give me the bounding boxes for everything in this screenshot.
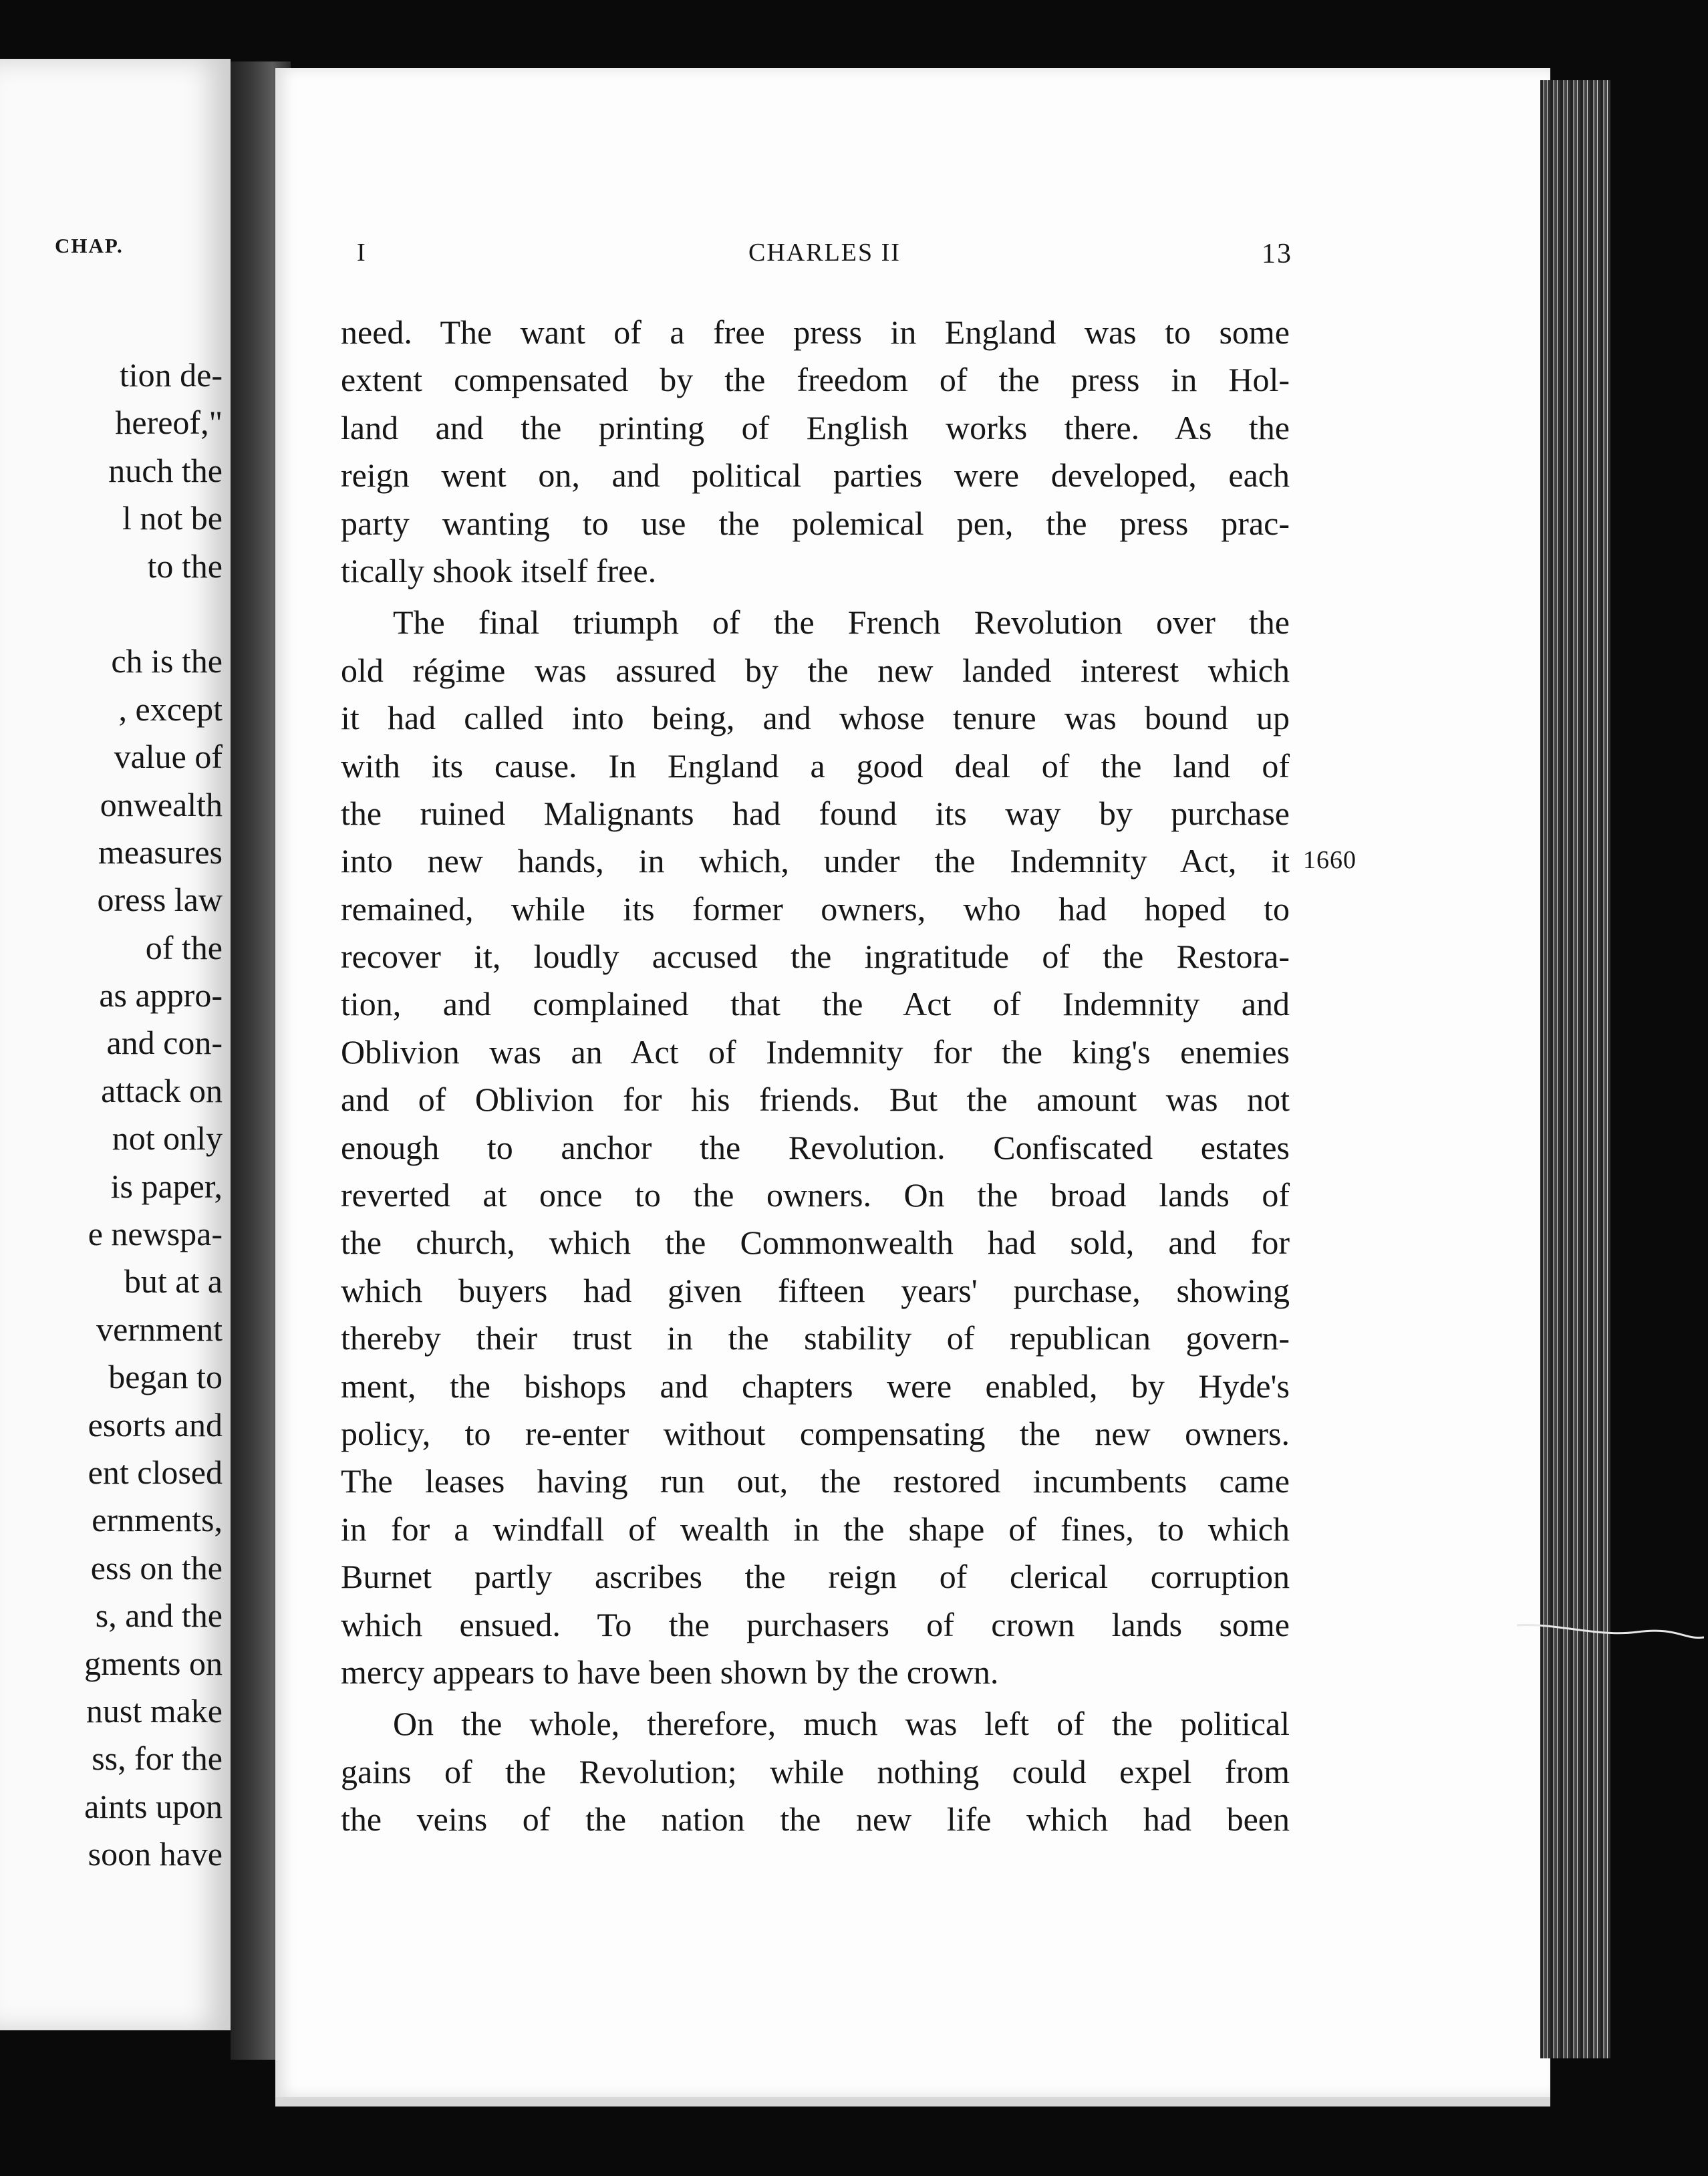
text-line: extent compensated by the freedom of the press in Hol- (341, 361, 1290, 399)
left-page-line: ss, for the (92, 1740, 223, 1778)
left-facing-page (0, 59, 231, 2030)
left-page-line: value of (114, 738, 223, 776)
left-page-line: aints upon (84, 1787, 223, 1825)
left-page-line: oress law (97, 881, 223, 919)
left-page-line: e newspa- (88, 1215, 223, 1253)
text-line: The final triumph of the French Revolution over the (393, 603, 1290, 642)
left-page-text (0, 352, 231, 1879)
left-page-line: began to (108, 1358, 223, 1396)
left-page-line: , except (118, 690, 223, 728)
chapter-numeral: I (357, 239, 367, 267)
body-text (341, 309, 1290, 1844)
loose-thread (1517, 1617, 1704, 1644)
text-line: land and the printing of English works there. As the (341, 408, 1290, 446)
text-line: thereby their trust in the stability of republican govern- (341, 1319, 1290, 1357)
left-page-line: is paper, (110, 1167, 223, 1205)
text-line: need. The want of a free press in England was to some (341, 313, 1290, 351)
page-number: 13 (1262, 239, 1292, 269)
text-line: reign went on, and political parties were developed, each (341, 456, 1290, 495)
text-line: remained, while its former owners, who had hoped to (341, 890, 1290, 928)
text-line: the church, which the Commonwealth had sold, and for (341, 1224, 1290, 1262)
text-line: into new hands, in which, under the Indemnity Act, it (341, 842, 1290, 880)
left-page-line: vernment (96, 1310, 223, 1348)
text-line: Oblivion was an Act of Indemnity for the king's enemies (341, 1033, 1290, 1071)
left-page-line: nust make (86, 1691, 223, 1730)
left-page-line: hereof," (115, 404, 223, 442)
text-line: enough to anchor the Revolution. Confiscated estates (341, 1128, 1290, 1166)
text-line: The leases having run out, the restored incumbents came (341, 1462, 1290, 1500)
text-line: old régime was assured by the new landed interest which (341, 651, 1290, 689)
left-page-line: soon have (88, 1835, 223, 1873)
running-head (357, 238, 1292, 278)
left-page-line: ent closed (88, 1453, 223, 1491)
left-page-line: as appro- (99, 976, 223, 1014)
text-line: ment, the bishops and chapters were enabled, by Hyde's (341, 1367, 1290, 1405)
text-line: party wanting to use the polemical pen, the press prac- (341, 504, 1290, 542)
text-line: in for a windfall of wealth in the shape of fines, to which (341, 1510, 1290, 1548)
text-line: reverted at once to the owners. On the broad lands of (341, 1176, 1290, 1214)
left-page-line: onwealth (100, 785, 223, 823)
text-line: mercy appears to have been shown by the crown. (341, 1653, 999, 1691)
text-line: which ensued. To the purchasers of crown lands some (341, 1605, 1290, 1643)
left-page-line: but at a (124, 1262, 223, 1301)
left-page-line: measures (98, 833, 223, 871)
text-line: it had called into being, and whose tenure was bound up (341, 699, 1290, 737)
left-page-line: ess on the (90, 1548, 223, 1587)
text-line: the veins of the nation the new life which had been (341, 1800, 1290, 1839)
left-page-line: ernments, (92, 1501, 223, 1539)
left-page-line: and con- (106, 1024, 223, 1062)
text-line: the ruined Malignants had found its way by purchase (341, 794, 1290, 832)
text-line: gains of the Revolution; while nothing could expel from (341, 1752, 1290, 1790)
left-page-line: nuch the (108, 451, 223, 489)
left-page-line: of the (145, 928, 223, 966)
text-line: policy, to re-enter without compensating the new owners. (341, 1414, 1290, 1452)
text-line: tically shook itself free. (341, 551, 657, 589)
running-title: CHARLES II (748, 239, 901, 267)
text-line: and of Oblivion for his friends. But the amount was not (341, 1081, 1290, 1119)
left-page-line: ch is the (111, 642, 223, 680)
left-page-line: not only (112, 1119, 223, 1158)
text-line: tion, and complained that the Act of Indemnity and (341, 985, 1290, 1023)
left-page-line (0, 590, 231, 638)
left-page-line: s, and the (95, 1597, 223, 1635)
text-line: with its cause. In England a good deal of the land of (341, 746, 1290, 785)
left-page-line: gments on (84, 1644, 223, 1682)
left-page-line: to the (147, 547, 223, 585)
text-line: Burnet partly ascribes the reign of clerical corruption (341, 1558, 1290, 1596)
page-fore-edge (1540, 80, 1610, 2058)
text-line: On the whole, therefore, much was left of the political (393, 1705, 1290, 1743)
left-page-line: tion de- (119, 356, 223, 394)
text-line: recover it, loudly accused the ingratitude of the Restora- (341, 938, 1290, 976)
left-page-line: esorts and (88, 1405, 223, 1444)
text-line: which buyers had given fifteen years' purchase, showing (341, 1271, 1290, 1309)
left-page-line: l not be (122, 499, 223, 537)
left-page-header: CHAP. (55, 234, 124, 257)
left-page-line: attack on (101, 1071, 223, 1109)
margin-year-note: 1660 (1303, 846, 1357, 874)
